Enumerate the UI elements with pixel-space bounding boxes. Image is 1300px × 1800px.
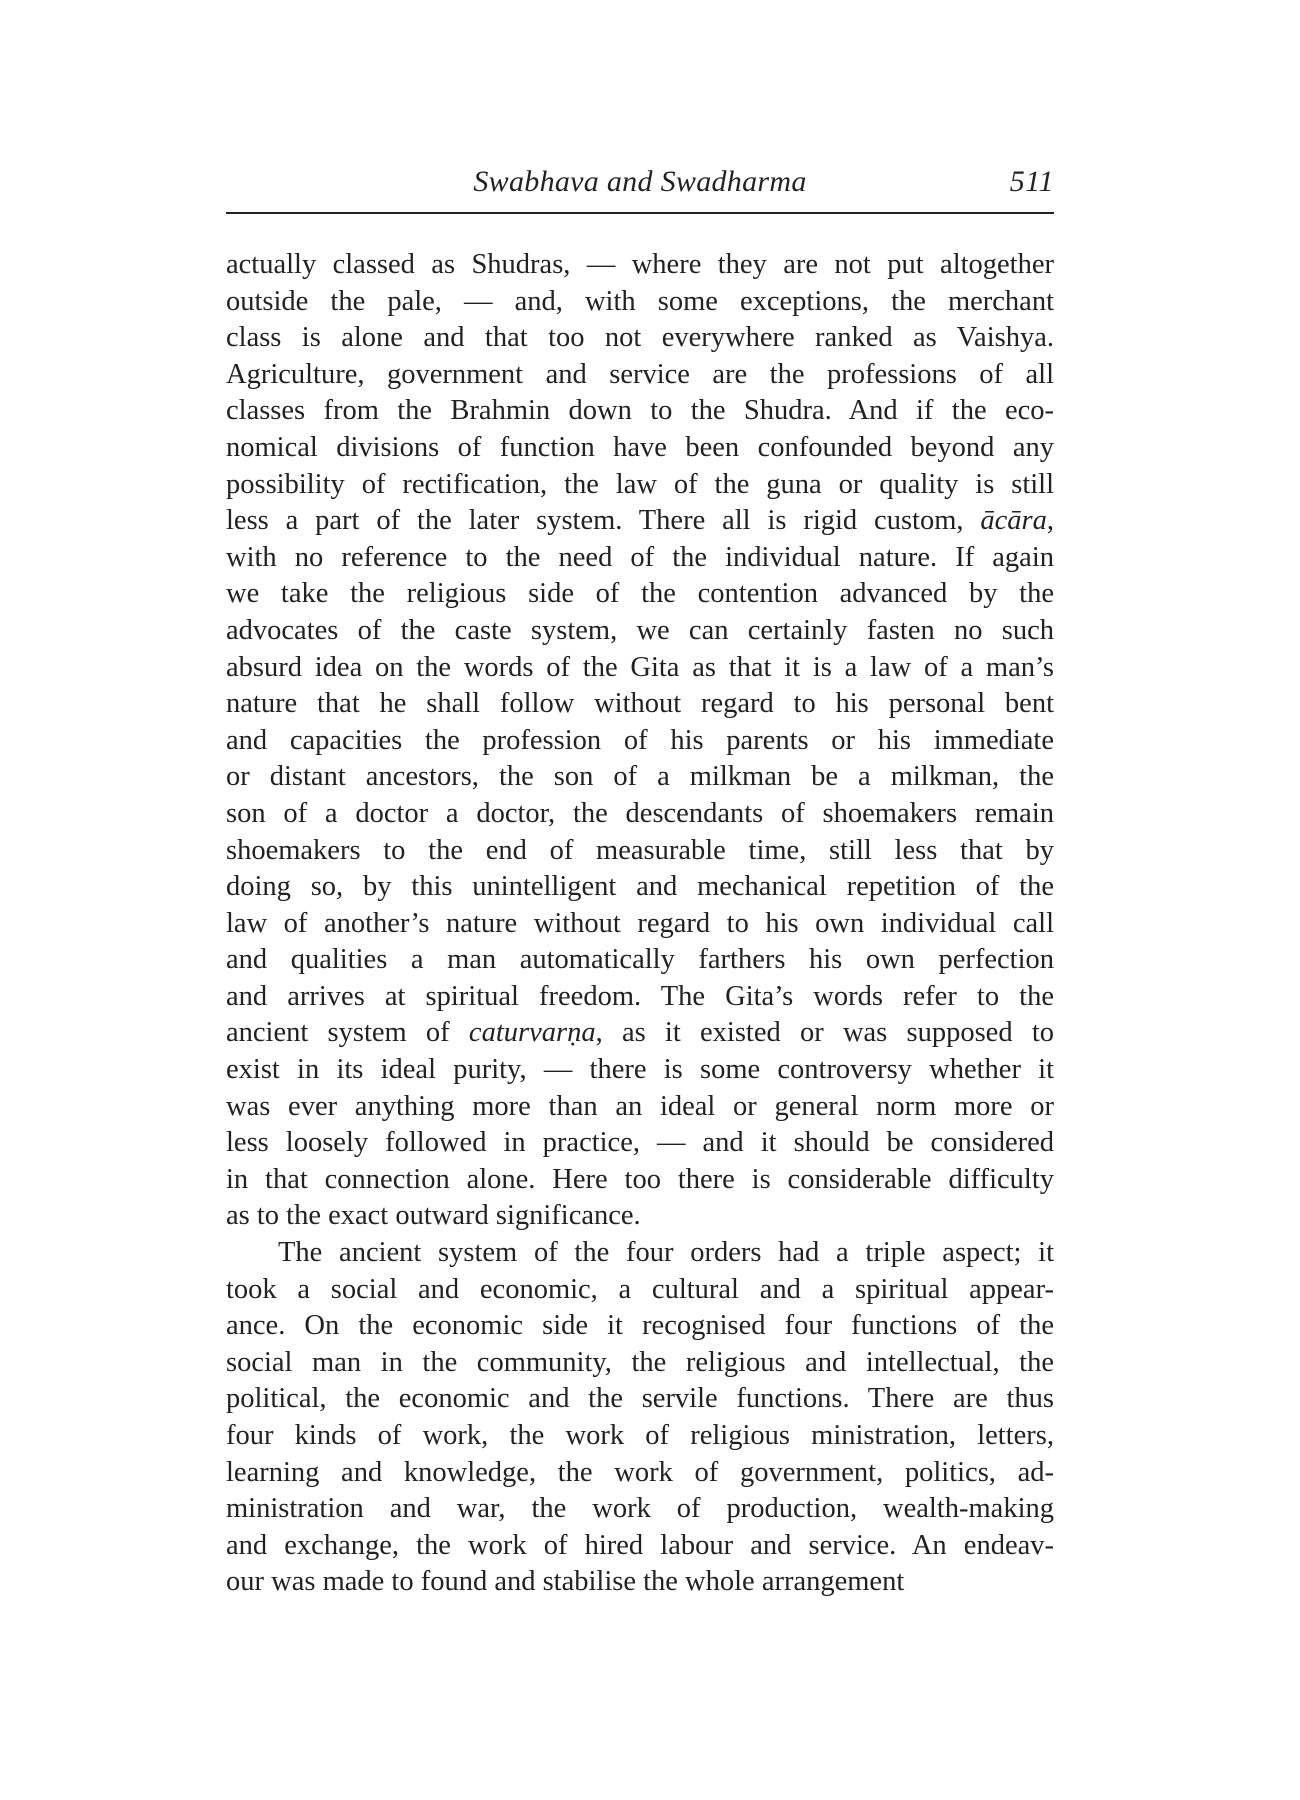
text-line <box>226 576 1054 613</box>
text-line <box>226 467 1054 504</box>
text-run: Agriculture, government and service are the professions of all <box>226 358 1054 390</box>
text-line <box>226 833 1054 870</box>
text-run: we take the religious side of the contention advanced by the <box>226 578 1054 610</box>
text-line <box>226 540 1054 577</box>
text-line <box>226 1345 1054 1382</box>
text-run: , as it existed or was supposed to <box>595 1017 1054 1049</box>
text-run: ancient system of <box>226 1017 469 1049</box>
text-run: with no reference to the need of the individual nature. If again <box>226 541 1054 573</box>
text-line <box>226 247 1054 284</box>
text-run: less loosely followed in practice, — and it should be considered <box>226 1127 1054 1159</box>
text-line <box>226 393 1054 430</box>
text-run: actually classed as Shudras, — where they are not put altogether <box>226 249 1054 280</box>
text-line <box>226 1015 1054 1052</box>
text-run: and capacities the profession of his parents or his immediate <box>226 724 1054 756</box>
text-run: doing so, by this unintelligent and mechanical repetition of the <box>226 871 1054 903</box>
text-run: The ancient system of the four orders had a triple aspect; it <box>278 1237 1054 1269</box>
text-run: ministration and war, the work of production, wealth-making <box>226 1493 1054 1525</box>
text-line <box>226 613 1054 650</box>
text-run: and qualities a man automatically farthers his own perfection <box>226 944 1054 976</box>
paragraph-2 <box>226 1235 1054 1601</box>
page-number: 511 <box>1009 165 1054 198</box>
text-line <box>226 979 1054 1016</box>
text-run: nomical divisions of function have been confounded beyond any <box>226 431 1054 463</box>
text-run: learning and knowledge, the work of government, politics, ad- <box>226 1456 1054 1488</box>
text-run: classes from the Brahmin down to the Shudra. And if the eco- <box>226 395 1054 427</box>
text-run: , <box>1046 505 1054 537</box>
header-rule <box>226 212 1054 214</box>
text-line <box>226 1308 1054 1345</box>
text-line <box>226 759 1054 796</box>
italic-term: ācāra <box>980 505 1047 537</box>
text-run: was ever anything more than an ideal or general norm more or <box>226 1090 1054 1122</box>
text-run: and exchange, the work of hired labour and service. An endeav- <box>226 1529 1054 1561</box>
text-line <box>226 1564 1054 1601</box>
text-line <box>226 503 1054 540</box>
text-line <box>226 320 1054 357</box>
running-title: Swabhava and Swadharma <box>473 165 807 198</box>
text-line <box>226 1198 1054 1235</box>
text-run: shoemakers to the end of measurable time, still less that by <box>226 834 1054 866</box>
text-run: nature that he shall follow without regard to his personal bent <box>226 688 1054 720</box>
text-line <box>226 906 1054 943</box>
text-line <box>226 1381 1054 1418</box>
body-text <box>226 247 1054 1601</box>
text-line <box>226 723 1054 760</box>
text-line <box>226 686 1054 723</box>
text-line <box>226 1491 1054 1528</box>
running-head <box>226 162 1054 212</box>
text-run: class is alone and that too not everywhere ranked as Vaishya. <box>226 322 1054 354</box>
text-run: absurd idea on the words of the Gita as that it is a law of a man’s <box>226 651 1054 683</box>
text-run: possibility of rectification, the law of the guna or quality is still <box>226 468 1054 500</box>
text-run: ance. On the economic side it recognised four functions of the <box>226 1310 1054 1342</box>
text-line <box>226 1528 1054 1565</box>
text-run: less a part of the later system. There all is rigid custom, <box>226 505 981 537</box>
text-line <box>226 1089 1054 1126</box>
text-line <box>226 650 1054 687</box>
text-run: or distant ancestors, the son of a milkman be a milkman, the <box>226 761 1054 793</box>
text-line <box>226 430 1054 467</box>
text-line <box>226 1052 1054 1089</box>
text-run: as to the exact outward significance. <box>226 1200 641 1232</box>
text-line <box>226 357 1054 394</box>
text-run: advocates of the caste system, we can certainly fasten no such <box>226 614 1054 646</box>
text-run: our was made to found and stabilise the whole arrangement <box>226 1566 905 1598</box>
text-line <box>226 869 1054 906</box>
text-line <box>226 1162 1054 1199</box>
text-run: four kinds of work, the work of religious ministration, letters, <box>226 1420 1054 1451</box>
text-line <box>226 942 1054 979</box>
paragraph-1 <box>226 247 1054 1235</box>
italic-term: caturvarṇa <box>468 1017 596 1049</box>
text-run: and arrives at spiritual freedom. The Gita’s words refer to the <box>226 980 1054 1012</box>
text-run: in that connection alone. Here too there is considerable difficulty <box>226 1163 1054 1195</box>
text-run: political, the economic and the servile functions. There are thus <box>226 1383 1054 1415</box>
text-line <box>226 1272 1054 1309</box>
text-run: took a social and economic, a cultural and a spiritual appear- <box>226 1273 1054 1305</box>
text-line <box>226 1125 1054 1162</box>
text-line <box>226 284 1054 321</box>
text-run: son of a doctor a doctor, the descendants of shoemakers remain <box>226 797 1054 829</box>
text-run: outside the pale, — and, with some exceptions, the merchant <box>226 285 1054 317</box>
text-run: law of another’s nature without regard to his own individual call <box>226 907 1054 939</box>
text-line <box>226 1455 1054 1492</box>
text-run: social man in the community, the religious and intellectual, the <box>226 1346 1054 1378</box>
text-run: exist in its ideal purity, — there is some controversy whether it <box>226 1054 1054 1086</box>
text-line <box>226 796 1054 833</box>
text-line <box>226 1418 1054 1455</box>
text-line <box>226 1235 1054 1272</box>
